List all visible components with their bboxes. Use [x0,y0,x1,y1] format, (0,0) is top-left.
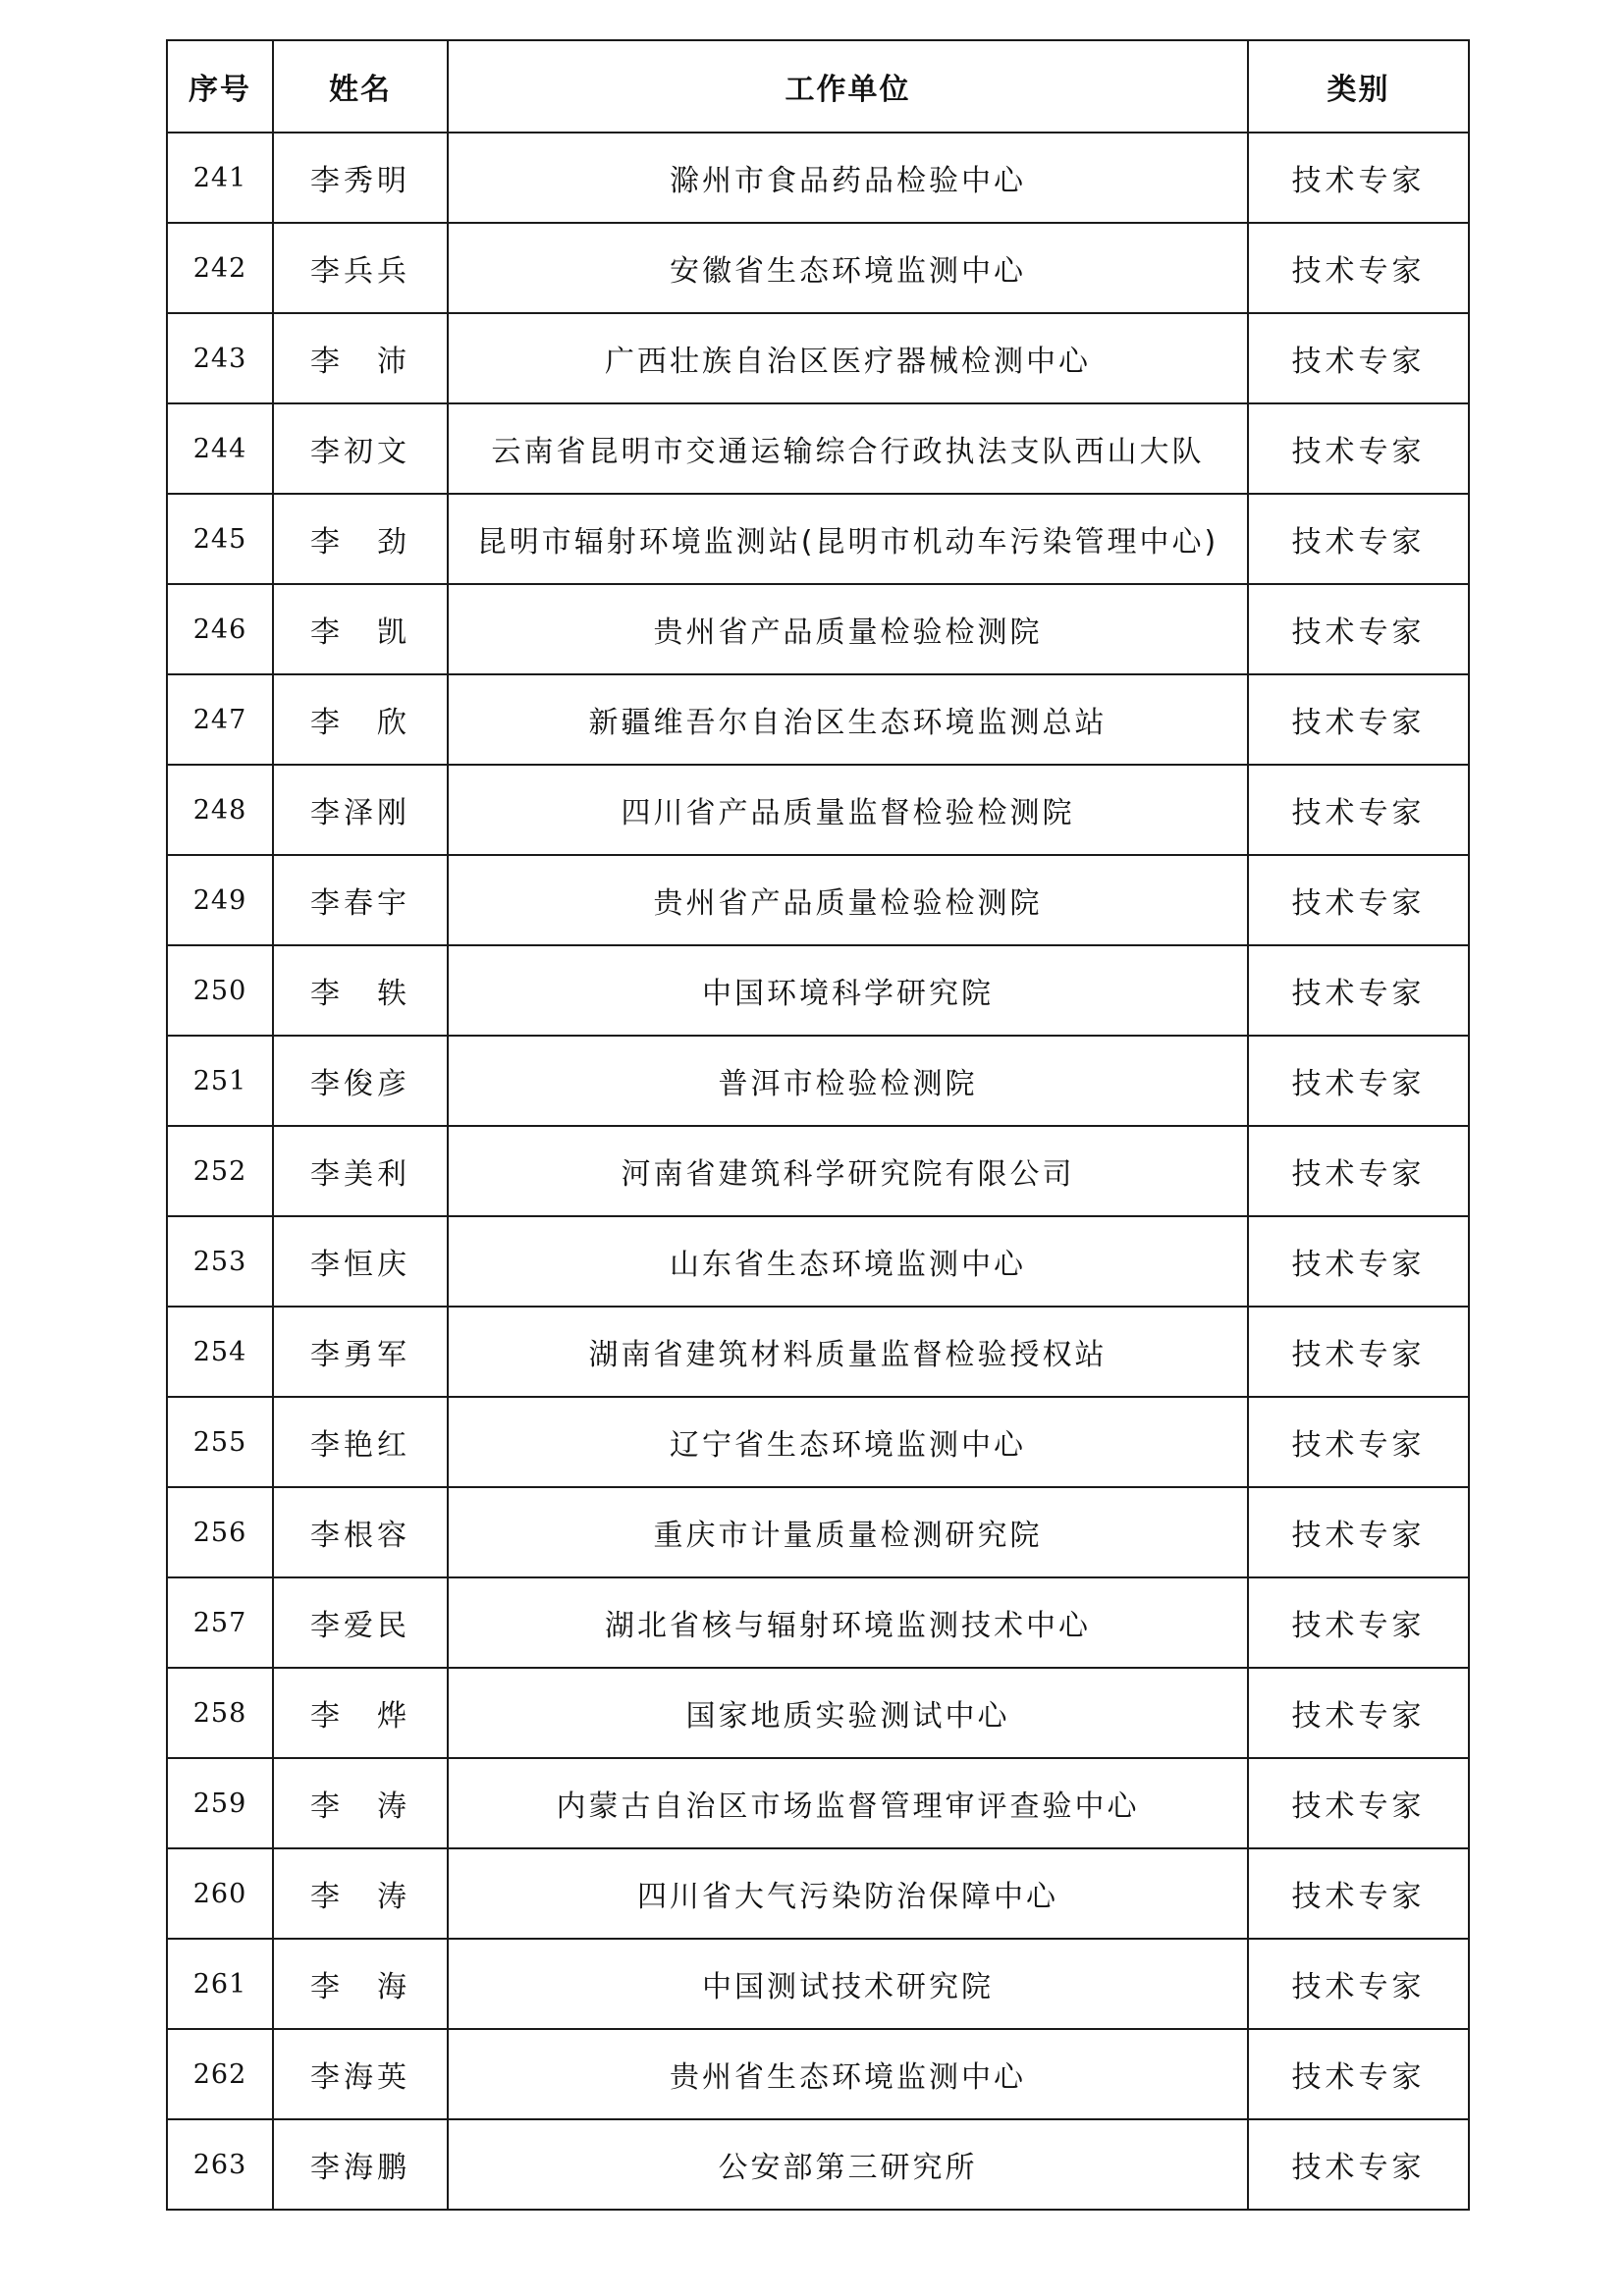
cell-name: 李爱民 [273,1577,448,1668]
cell-name: 李 涛 [273,1758,448,1848]
cell-work-unit: 湖南省建筑材料质量监督检验授权站 [448,1307,1248,1397]
cell-category: 技术专家 [1248,1036,1469,1126]
cell-category: 技术专家 [1248,1487,1469,1577]
cell-name: 李 烨 [273,1668,448,1758]
cell-work-unit: 广西壮族自治区医疗器械检测中心 [448,313,1248,403]
cell-category: 技术专家 [1248,584,1469,674]
cell-work-unit: 中国测试技术研究院 [448,1939,1248,2029]
cell-category: 技术专家 [1248,1668,1469,1758]
cell-serial-number: 247 [167,674,273,765]
table-row [167,1487,1469,1577]
cell-name: 李泽刚 [273,765,448,855]
table-row [167,945,1469,1036]
cell-work-unit: 国家地质实验测试中心 [448,1668,1248,1758]
cell-work-unit: 四川省产品质量监督检验检测院 [448,765,1248,855]
table-row [167,1939,1469,2029]
cell-serial-number: 262 [167,2029,273,2119]
table-row [167,765,1469,855]
cell-serial-number: 249 [167,855,273,945]
cell-serial-number: 241 [167,133,273,223]
table-row [167,223,1469,313]
cell-serial-number: 261 [167,1939,273,2029]
cell-category: 技术专家 [1248,494,1469,584]
cell-work-unit: 山东省生态环境监测中心 [448,1216,1248,1307]
cell-category: 技术专家 [1248,1939,1469,2029]
cell-name: 李初文 [273,403,448,494]
cell-name: 李 海 [273,1939,448,2029]
cell-work-unit: 重庆市计量质量检测研究院 [448,1487,1248,1577]
cell-serial-number: 255 [167,1397,273,1487]
cell-name: 李 涛 [273,1848,448,1939]
table-row [167,133,1469,223]
cell-work-unit: 贵州省产品质量检验检测院 [448,584,1248,674]
cell-category: 技术专家 [1248,1126,1469,1216]
cell-name: 李 欣 [273,674,448,765]
cell-name: 李根容 [273,1487,448,1577]
cell-name: 李 轶 [273,945,448,1036]
cell-name: 李春宇 [273,855,448,945]
cell-name: 李恒庆 [273,1216,448,1307]
cell-category: 技术专家 [1248,2029,1469,2119]
table-row [167,855,1469,945]
cell-name: 李艳红 [273,1397,448,1487]
cell-work-unit: 滁州市食品药品检验中心 [448,133,1248,223]
cell-category: 技术专家 [1248,1758,1469,1848]
table-row [167,1126,1469,1216]
cell-work-unit: 贵州省生态环境监测中心 [448,2029,1248,2119]
table-row [167,2119,1469,2210]
cell-category: 技术专家 [1248,1577,1469,1668]
cell-serial-number: 246 [167,584,273,674]
table-row [167,1216,1469,1307]
table-body [167,133,1469,2210]
cell-category: 技术专家 [1248,1307,1469,1397]
table-row [167,1036,1469,1126]
cell-serial-number: 258 [167,1668,273,1758]
cell-work-unit: 云南省昆明市交通运输综合行政执法支队西山大队 [448,403,1248,494]
cell-category: 技术专家 [1248,945,1469,1036]
cell-serial-number: 257 [167,1577,273,1668]
header-serial-number: 序号 [167,40,273,133]
table-row [167,1577,1469,1668]
cell-category: 技术专家 [1248,223,1469,313]
cell-work-unit: 辽宁省生态环境监测中心 [448,1397,1248,1487]
table-row [167,674,1469,765]
cell-category: 技术专家 [1248,2119,1469,2210]
cell-serial-number: 253 [167,1216,273,1307]
cell-name: 李海鹏 [273,2119,448,2210]
header-name: 姓名 [273,40,448,133]
table-row [167,1848,1469,1939]
header-row [167,40,1469,133]
table-row [167,1307,1469,1397]
cell-work-unit: 公安部第三研究所 [448,2119,1248,2210]
cell-category: 技术专家 [1248,1397,1469,1487]
cell-category: 技术专家 [1248,133,1469,223]
cell-serial-number: 256 [167,1487,273,1577]
cell-name: 李海英 [273,2029,448,2119]
cell-name: 李秀明 [273,133,448,223]
cell-serial-number: 260 [167,1848,273,1939]
cell-category: 技术专家 [1248,403,1469,494]
cell-serial-number: 242 [167,223,273,313]
cell-work-unit: 安徽省生态环境监测中心 [448,223,1248,313]
cell-serial-number: 252 [167,1126,273,1216]
cell-serial-number: 244 [167,403,273,494]
cell-serial-number: 243 [167,313,273,403]
cell-work-unit: 新疆维吾尔自治区生态环境监测总站 [448,674,1248,765]
cell-serial-number: 248 [167,765,273,855]
table-row [167,1758,1469,1848]
cell-name: 李勇军 [273,1307,448,1397]
expert-roster-table [166,39,1470,2211]
cell-name: 李 沛 [273,313,448,403]
cell-serial-number: 254 [167,1307,273,1397]
cell-serial-number: 259 [167,1758,273,1848]
table-header [167,40,1469,133]
cell-name: 李俊彦 [273,1036,448,1126]
table-row [167,584,1469,674]
header-category: 类别 [1248,40,1469,133]
cell-serial-number: 245 [167,494,273,584]
cell-name: 李兵兵 [273,223,448,313]
table-row [167,1668,1469,1758]
cell-category: 技术专家 [1248,855,1469,945]
cell-work-unit: 普洱市检验检测院 [448,1036,1248,1126]
table-row [167,494,1469,584]
cell-serial-number: 263 [167,2119,273,2210]
table-row [167,1397,1469,1487]
table-row [167,403,1469,494]
cell-work-unit: 内蒙古自治区市场监督管理审评查验中心 [448,1758,1248,1848]
cell-name: 李美利 [273,1126,448,1216]
cell-work-unit: 中国环境科学研究院 [448,945,1248,1036]
cell-serial-number: 251 [167,1036,273,1126]
cell-category: 技术专家 [1248,1848,1469,1939]
cell-work-unit: 河南省建筑科学研究院有限公司 [448,1126,1248,1216]
cell-work-unit: 四川省大气污染防治保障中心 [448,1848,1248,1939]
cell-name: 李 凯 [273,584,448,674]
cell-serial-number: 250 [167,945,273,1036]
cell-work-unit: 湖北省核与辐射环境监测技术中心 [448,1577,1248,1668]
cell-work-unit: 贵州省产品质量检验检测院 [448,855,1248,945]
document-page [166,39,1468,2211]
header-work-unit: 工作单位 [448,40,1248,133]
cell-category: 技术专家 [1248,1216,1469,1307]
cell-work-unit: 昆明市辐射环境监测站(昆明市机动车污染管理中心) [448,494,1248,584]
cell-category: 技术专家 [1248,313,1469,403]
cell-category: 技术专家 [1248,674,1469,765]
cell-category: 技术专家 [1248,765,1469,855]
table-row [167,313,1469,403]
cell-name: 李 劲 [273,494,448,584]
table-row [167,2029,1469,2119]
